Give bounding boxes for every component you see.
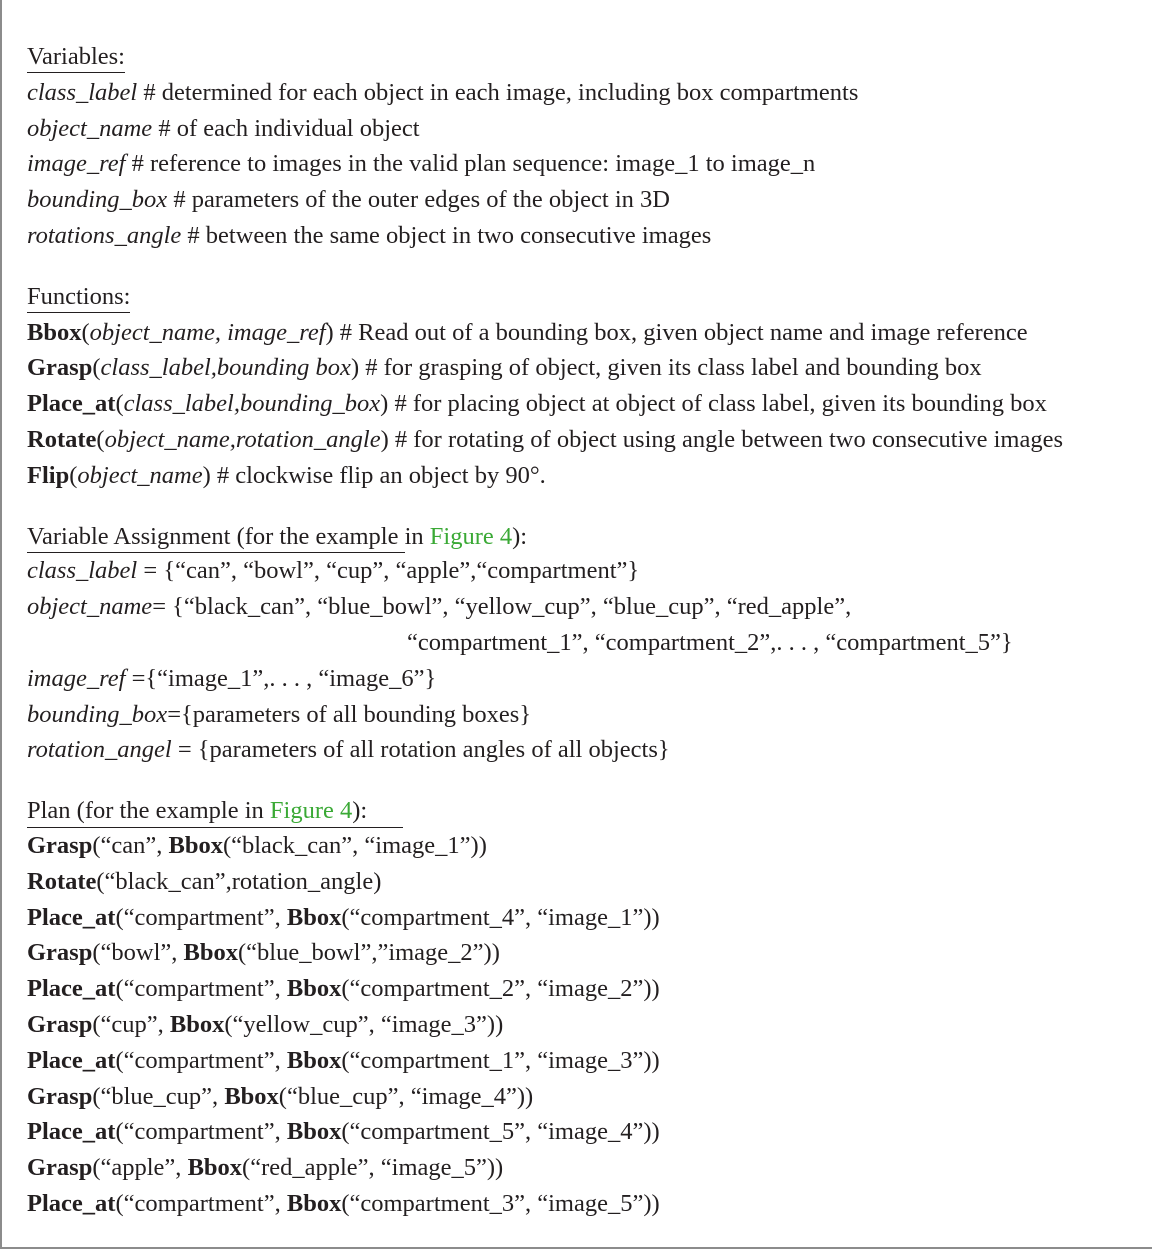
plan-function: Grasp: [27, 939, 93, 967]
function-args: object_name: [77, 461, 203, 489]
plan-step: Place_at(“compartment”, Bbox(“compartment_2”, “image_2”)): [27, 975, 660, 1003]
assignment-name: class_label: [27, 557, 138, 585]
variable-comment: # reference to images in the valid plan sequence: image_1 to image_n: [125, 150, 816, 178]
plan-step: Grasp(“blue_cup”, Bbox(“blue_cup”, “image_4”)): [27, 1082, 534, 1110]
function-line: Place_at(class_label,bounding_box) # for placing object at object of class label, given its bounding box: [27, 390, 1047, 418]
variable-line: [27, 146, 1152, 182]
plan-step: Place_at(“compartment”, Bbox(“compartment_5”, “image_4”)): [27, 1118, 660, 1146]
plan-function: Place_at: [27, 1118, 116, 1146]
variables-section: [27, 39, 1152, 254]
assignment-heading: Variable Assignment (for the example in Figure 4):: [27, 522, 528, 550]
plan-inner-function: Bbox: [286, 903, 342, 931]
plan-section: [27, 793, 1152, 1222]
function-name: Flip: [27, 461, 70, 489]
plan-step: Grasp(“can”, Bbox(“black_can”, “image_1”)): [27, 831, 487, 859]
plan-inner-function: Bbox: [168, 831, 223, 859]
assignment-name: rotation_angel: [27, 736, 172, 764]
function-line: Flip(object_name) # clockwise flip an object by 90°.: [27, 461, 546, 489]
plan-function: Rotate: [27, 867, 97, 895]
function-comment: ) # for grasping of object, given its class label and bounding box: [350, 354, 982, 382]
assignment-name: object_name: [27, 593, 153, 621]
plan-step: Place_at(“compartment”, Bbox(“compartment_1”, “image_3”)): [27, 1046, 660, 1074]
variable-name: image_ref: [27, 150, 126, 178]
assignment-value: “compartment_1”, “compartment_2”,. . . , “compartment_5”}: [407, 628, 1013, 656]
function-name: Grasp: [27, 354, 93, 382]
functions-heading: Functions:: [27, 281, 130, 313]
variable-line: [27, 75, 1152, 111]
variable-name: object_name: [27, 114, 153, 142]
plan-inner-function: Bbox: [169, 1010, 225, 1038]
variables-heading: Variables:: [27, 41, 125, 73]
plan-inner-function: Bbox: [286, 1118, 342, 1146]
variable-line: [27, 182, 1152, 218]
variable-name: class_label: [27, 78, 138, 106]
function-args: class_label,bounding box: [100, 354, 351, 382]
pseudocode-block: [27, 39, 1152, 1222]
function-name: Place_at: [27, 390, 116, 418]
plan-function: Grasp: [27, 1082, 93, 1110]
function-comment: ) # for placing object at object of class label, given its bounding box: [380, 390, 1047, 418]
plan-inner-function: Bbox: [187, 1154, 243, 1182]
plan-function: Place_at: [27, 1046, 116, 1074]
plan-step: Rotate(“black_can”,rotation_angle): [27, 867, 382, 895]
plan-inner-function: Bbox: [286, 1189, 342, 1217]
assignment-line: [27, 553, 1152, 589]
function-name: Rotate: [27, 425, 97, 453]
function-comment: ) # clockwise flip an object by 90°.: [202, 461, 546, 489]
plan-step: Grasp(“cup”, Bbox(“yellow_cup”, “image_3”)): [27, 1010, 504, 1038]
plan-step: Place_at(“compartment”, Bbox(“compartment_4”, “image_1”)): [27, 903, 660, 931]
function-args: object_name,rotation_angle: [104, 425, 381, 453]
figure-link[interactable]: Figure 4: [269, 797, 353, 825]
plan-function: Grasp: [27, 1010, 93, 1038]
plan-step: Grasp(“bowl”, Bbox(“blue_bowl”,”image_2”)): [27, 939, 500, 967]
assignment-line: [27, 625, 1152, 661]
plan-inner-function: Bbox: [286, 1046, 342, 1074]
assignment-value: ={parameters of all bounding boxes}: [167, 700, 532, 728]
function-args: object_name, image_ref: [89, 318, 326, 346]
variable-comment: # between the same object in two consecutive images: [181, 221, 712, 249]
plan-inner-function: Bbox: [183, 939, 238, 967]
plan-inner-function: Bbox: [286, 975, 342, 1003]
variable-name: bounding_box: [27, 186, 168, 214]
variable-name: rotations_angle: [27, 221, 182, 249]
assignment-line: [27, 697, 1152, 733]
plan-function: Place_at: [27, 1189, 116, 1217]
variable-comment: # parameters of the outer edges of the object in 3D: [167, 186, 670, 214]
plan-function: Place_at: [27, 903, 116, 931]
assignment-line: [27, 589, 1152, 625]
function-comment: ) # Read out of a bounding box, given object name and image reference: [325, 318, 1028, 346]
functions-section: [27, 279, 1152, 494]
figure-link[interactable]: Figure 4: [429, 522, 513, 550]
assignment-line: [27, 732, 1152, 768]
plan-step: Place_at(“compartment”, Bbox(“compartment_3”, “image_5”)): [27, 1189, 660, 1217]
variable-line: [27, 111, 1152, 147]
assignment-value: = {“can”, “bowl”, “cup”, “apple”,“compartment”}: [137, 557, 640, 585]
assignment-section: [27, 519, 1152, 769]
assignment-value: = {parameters of all rotation angles of all objects}: [171, 736, 670, 764]
function-comment: ) # for rotating of object using angle between two consecutive images: [380, 425, 1063, 453]
function-name: Bbox: [27, 318, 82, 346]
plan-heading: Plan (for the example in Figure 4):: [27, 797, 368, 825]
assignment-name: image_ref: [27, 664, 126, 692]
function-args: class_label,bounding_box: [123, 390, 381, 418]
function-line: Rotate(object_name,rotation_angle) # for rotating of object using angle between two consecutive images: [27, 425, 1063, 453]
plan-function: Grasp: [27, 831, 93, 859]
function-line: Grasp(class_label,bounding box) # for grasping of object, given its class label and bounding box: [27, 354, 982, 382]
variable-comment: # determined for each object in each image, including box compartments: [137, 78, 859, 106]
plan-function: Place_at: [27, 975, 116, 1003]
assignment-name: bounding_box: [27, 700, 168, 728]
plan-step: Grasp(“apple”, Bbox(“red_apple”, “image_5”)): [27, 1154, 504, 1182]
function-line: Bbox(object_name, image_ref) # Read out of a bounding box, given object name and image reference: [27, 318, 1028, 346]
assignment-line: [27, 661, 1152, 697]
variable-line: [27, 218, 1152, 254]
plan-function: Grasp: [27, 1154, 93, 1182]
variable-comment: # of each individual object: [152, 114, 420, 142]
assignment-value: ={“image_1”,. . . , “image_6”}: [125, 664, 437, 692]
assignment-value: = {“black_can”, “blue_bowl”, “yellow_cup”, “blue_cup”, “red_apple”,: [152, 593, 852, 621]
plan-inner-function: Bbox: [224, 1082, 279, 1110]
